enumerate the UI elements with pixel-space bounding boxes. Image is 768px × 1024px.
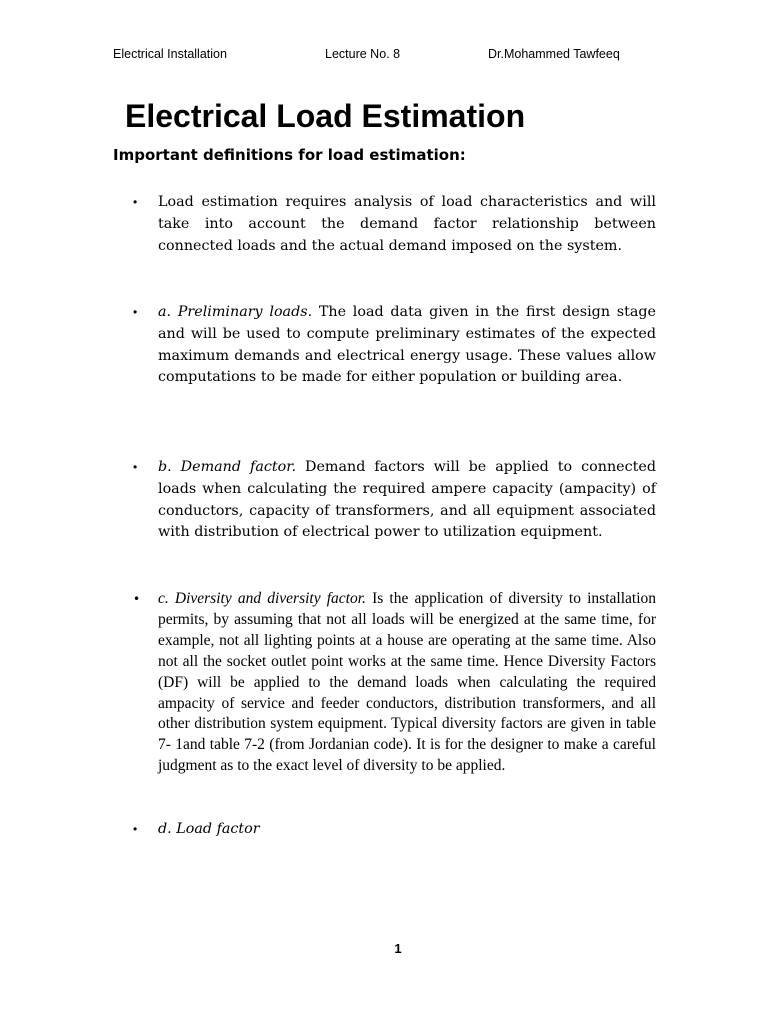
item-lead: d. Load factor xyxy=(158,821,260,837)
bullet-icon: • xyxy=(133,460,138,474)
list-item-demand-factor xyxy=(133,457,656,544)
item-text: Load estimation requires analysis of load characteristics and will take into account the demand factor relationship between connected loads and the actual demand imposed on the system. xyxy=(158,194,656,254)
list-item-diversity-factor xyxy=(133,589,656,777)
page-header xyxy=(0,47,768,65)
header-lecture: Lecture No. 8 xyxy=(325,47,401,61)
bullet-icon: • xyxy=(133,195,138,209)
section-subtitle: Important definitions for load estimation: xyxy=(113,146,466,164)
header-author: Dr.Mohammed Tawfeeq xyxy=(488,47,620,61)
page-title: Electrical Load Estimation xyxy=(125,98,526,134)
bullet-icon: • xyxy=(133,592,141,606)
page-number: 1 xyxy=(394,941,402,956)
list-item-load-estimation xyxy=(133,192,656,257)
item-lead: c. Diversity and diversity factor. xyxy=(158,590,366,607)
bullet-icon: • xyxy=(133,822,138,836)
item-text: Is the application of diversity to installation permits, by assuming that not all loads will be energized at the same time, for example, not all lighting points at a house are operating at the same time. Also not all the socket outlet point works at the same time. Hence Diversity Factors (DF) will be applied to the demand loads when calculating the required ampacity of service and feeder conductors, distribution transformers, and all other distribution system equipment. Typical diversity factors are given in table 7- 1and table 7-2 (from Jordanian code). It is for the designer to make a careful judgment as to the exact level of diversity to be applied. xyxy=(158,590,656,775)
list-item-load-factor xyxy=(133,819,656,841)
item-lead: a. Preliminary loads. xyxy=(158,304,313,320)
item-text: The load data given in the first design stage and will be used to compute preliminary estimates of the expected maximum demands and electrical energy usage. These values allow computations to be made for either population or building area. xyxy=(158,304,656,386)
list-item-preliminary-loads xyxy=(133,302,656,389)
item-text: Demand factors will be applied to connected loads when calculating the required ampere capacity (ampacity) of conductors, capacity of transformers, and all equipment associated with distribution of electrical power to utilization equipment. xyxy=(158,459,656,541)
item-lead: b. Demand factor. xyxy=(158,459,297,475)
header-course: Electrical Installation xyxy=(113,47,227,61)
bullet-icon: • xyxy=(133,305,138,319)
